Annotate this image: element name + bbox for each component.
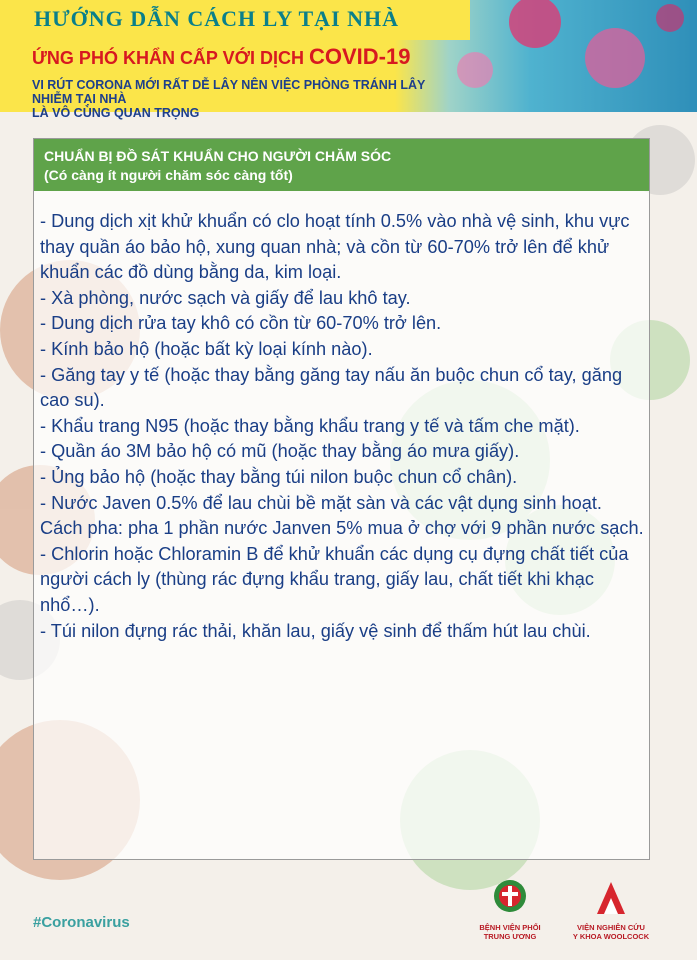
page-title: HƯỚNG DẪN CÁCH LY TẠI NHÀ (34, 6, 400, 31)
subtitle-covid: COVID-19 (308, 44, 411, 69)
logo1-line2: TRUNG ƯƠNG (483, 932, 537, 941)
list-item: - Xà phòng, nước sạch và giấy để lau khô tay. (40, 287, 411, 308)
list-item: - Nước Javen 0.5% để lau chùi bề mặt sàn và các vật dụng sinh hoạt. (40, 492, 602, 513)
subtitle-prefix: ỨNG PHÓ KHẨN CẤP VỚI DỊCH (32, 48, 309, 68)
lung-hospital-logo-icon (493, 878, 527, 918)
supply-list (40, 209, 648, 644)
card-subheading: (Có càng ít người chăm sóc càng tốt) (44, 167, 293, 183)
logo1-line1: BỆNH VIỆN PHỔI (479, 923, 541, 932)
card-header (34, 139, 649, 191)
list-item: - Dung dịch xịt khử khuẩn có clo hoạt tính 0.5% vào nhà vệ sinh, khu vực thay quần áo bảo hộ, xung quan nhà; và cồn từ 60-70% trở lên để khử khuẩn các đồ dùng bằng da, kim loại. (40, 211, 630, 283)
list-item: - Quần áo 3M bảo hộ có mũ (hoặc thay bằng áo mưa giấy). (40, 441, 520, 462)
list-item: - Chlorin hoặc Chloramin B để khử khuẩn các dụng cụ đựng chất tiết của người cách ly (thùng rác đựng khẩu trang, giấy lau, chất tiết khi khạc nhổ…). (40, 543, 629, 615)
list-item: - Kính bảo hộ (hoặc bất kỳ loại kính nào). (40, 338, 373, 359)
logo2-line1: VIỆN NGHIÊN CỨU (577, 923, 645, 932)
logo2-line2: Y KHOA WOOLCOCK (572, 932, 650, 941)
woolcock-logo-icon (593, 878, 629, 918)
tagline (32, 78, 462, 120)
hospital-logo (470, 878, 550, 958)
tagline-line1: VI RÚT CORONA MỚI RẤT DỄ LÂY NÊN VIỆC PHÒNG TRÁNH LÂY NHIỄM TẠI NHÀ (32, 78, 426, 106)
content-card (33, 138, 650, 860)
page-subtitle (32, 44, 410, 70)
header-banner (0, 0, 697, 120)
woolcock-logo (556, 878, 666, 958)
hashtag: #Coronavirus (33, 914, 130, 931)
card-heading: CHUẨN BỊ ĐỒ SÁT KHUẨN CHO NGƯỜI CHĂM SÓC (44, 148, 392, 164)
list-item: - Dung dịch rửa tay khô có cồn từ 60-70% trở lên. (40, 313, 442, 334)
list-item: - Túi nilon đựng rác thải, khăn lau, giấy vệ sinh để thấm hút lau chùi. (40, 620, 591, 641)
tagline-line2: LÀ VÔ CÙNG QUAN TRỌNG (32, 106, 200, 120)
list-item: Cách pha: pha 1 phần nước Janven 5% mua ở chợ với 9 phần nước sạch. (40, 518, 644, 539)
list-item: - Khẩu trang N95 (hoặc thay bằng khẩu trang y tế và tấm che mặt). (40, 415, 580, 436)
list-item: - Ủng bảo hộ (hoặc thay bằng túi nilon buộc chun cổ chân). (40, 466, 518, 487)
list-item: - Găng tay y tế (hoặc thay bằng găng tay nấu ăn buộc chun cổ tay, găng cao su). (40, 364, 623, 411)
